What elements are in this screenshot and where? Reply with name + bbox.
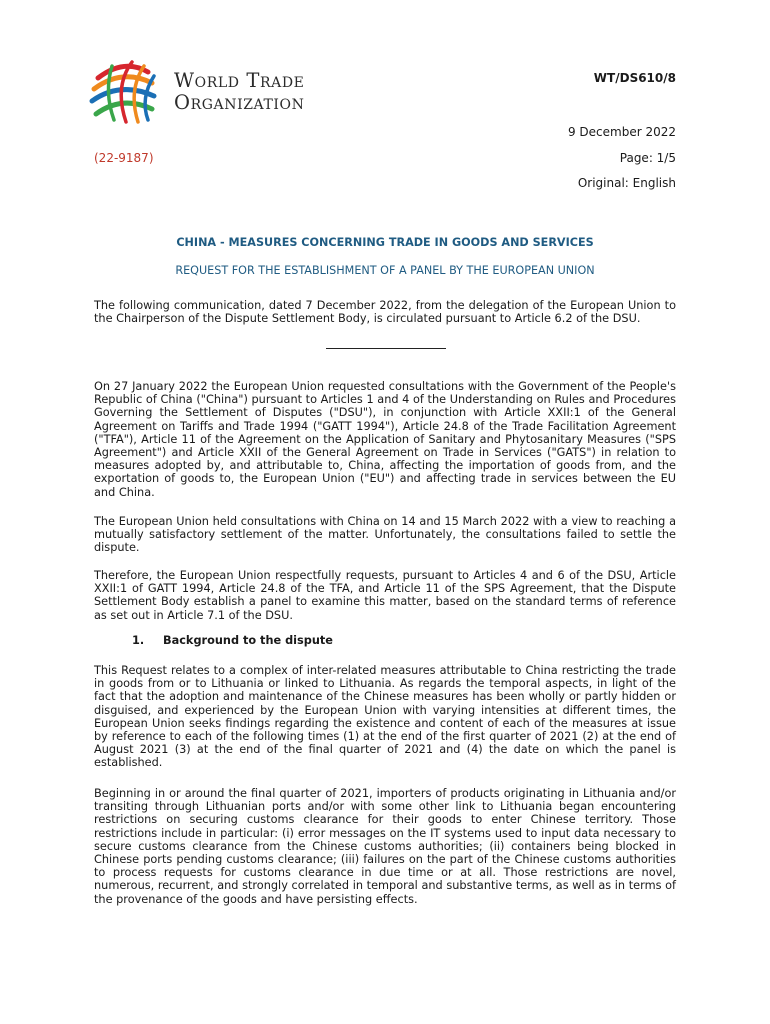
paragraph-restrictions: Beginning in or around the final quarter of 2021, importers of products originating in Lithuania and/or transiting through Lithuanian ports and/or with some other link to Lithuania began encountering restrictions on securing customs clearance for their goods to enter Chinese territory. Those restrictions include in particular: (i) error messages on the IT systems used to input data necessary to secure customs clearance from the Chinese customs authorities; (ii) containers being blocked in Chinese ports pending customs clearance; (iii) failures on the part of the Chinese customs authorities to process requests for customs clearance in due time or at all. Those restrictions are novel, numerous, recurrent, and strongly correlated in temporal and substantive terms, as well as in terms of the provenance of the goods and have persisting effects. xyxy=(94,787,676,906)
document-subtitle: REQUEST FOR THE ESTABLISHMENT OF A PANEL BY THE EUROPEAN UNION xyxy=(175,264,595,277)
intro-paragraph: The following communication, dated 7 December 2022, from the delegation of the European Union to the Chairperson of the Dispute Settlement Body, is circulated pursuant to Article 6.2 of the DSU. xyxy=(94,299,676,326)
paragraph-panel-request: Therefore, the European Union respectfully requests, pursuant to Articles 4 and 6 of the DSU, Article XXII:1 of GATT 1994, Article 24.8 of the TFA, and Article 11 of the SPS Agreement, that the Dispute Settlement Body establish a panel to examine this matter, based on the standard terms of reference as set out in Article 7.1 of the DSU. xyxy=(94,569,676,622)
wto-logo-icon xyxy=(84,56,174,130)
section-heading xyxy=(132,634,333,647)
page-number: Page: 1/5 xyxy=(619,151,676,165)
paragraph-consultations-request: On 27 January 2022 the European Union requested consultations with the Government of the People's Republic of China ("China") pursuant to Articles 1 and 4 of the Understanding on Rules and Procedures Governing the Settlement of Disputes ("DSU"), in conjunction with Article XXII:1 of the General Agreement on Tariffs and Trade 1994 ("GATT 1994"), Article 24.8 of the Trade Facilitation Agreement ("TFA"), Article 11 of the Agreement on the Application of Sanitary and Phytosanitary Measures ("SPS Agreement") and Article XXII of the General Agreement on Trade in Services ("GATS") in relation to measures adopted by, and attributable to, China, affecting the importation of goods from, and the exportation of goods to, the European Union ("EU") and affecting trade in services between the EU and China. xyxy=(94,380,676,499)
document-symbol: WT/DS610/8 xyxy=(593,71,676,85)
divider-line xyxy=(326,348,446,349)
document-title: CHINA - MEASURES CONCERNING TRADE IN GOODS AND SERVICES xyxy=(176,236,594,249)
section-number: 1. xyxy=(132,634,145,647)
organization-name-line1: World Trade xyxy=(174,69,305,92)
organization-name-line2: Organization xyxy=(174,91,305,114)
paragraph-consultations-held: The European Union held consultations with China on 14 and 15 March 2022 with a view to reaching a mutually satisfactory settlement of the matter. Unfortunately, the consultations failed to settle the dispute. xyxy=(94,515,676,555)
document-date: 9 December 2022 xyxy=(567,125,676,139)
section-title: Background to the dispute xyxy=(163,634,333,647)
document-reference: (22-9187) xyxy=(94,151,154,165)
organization-name xyxy=(174,70,304,114)
paragraph-background: This Request relates to a complex of inter-related measures attributable to China restricting the trade in goods from or to Lithuania or linked to Lithuania. As regards the temporal aspects, in light of the fact that the adoption and maintenance of the Chinese measures has been wholly or partly hidden or disguised, and experienced by the European Union with varying intensities at different times, the European Union seeks findings regarding the existence and content of each of the measures at issue by reference to each of the following times (1) at the end of the first quarter of 2021 (2) at the end of August 2021 (3) at the end of the final quarter of 2021 and (4) the date on which the panel is established. xyxy=(94,664,676,770)
original-language: Original: English xyxy=(577,176,676,190)
